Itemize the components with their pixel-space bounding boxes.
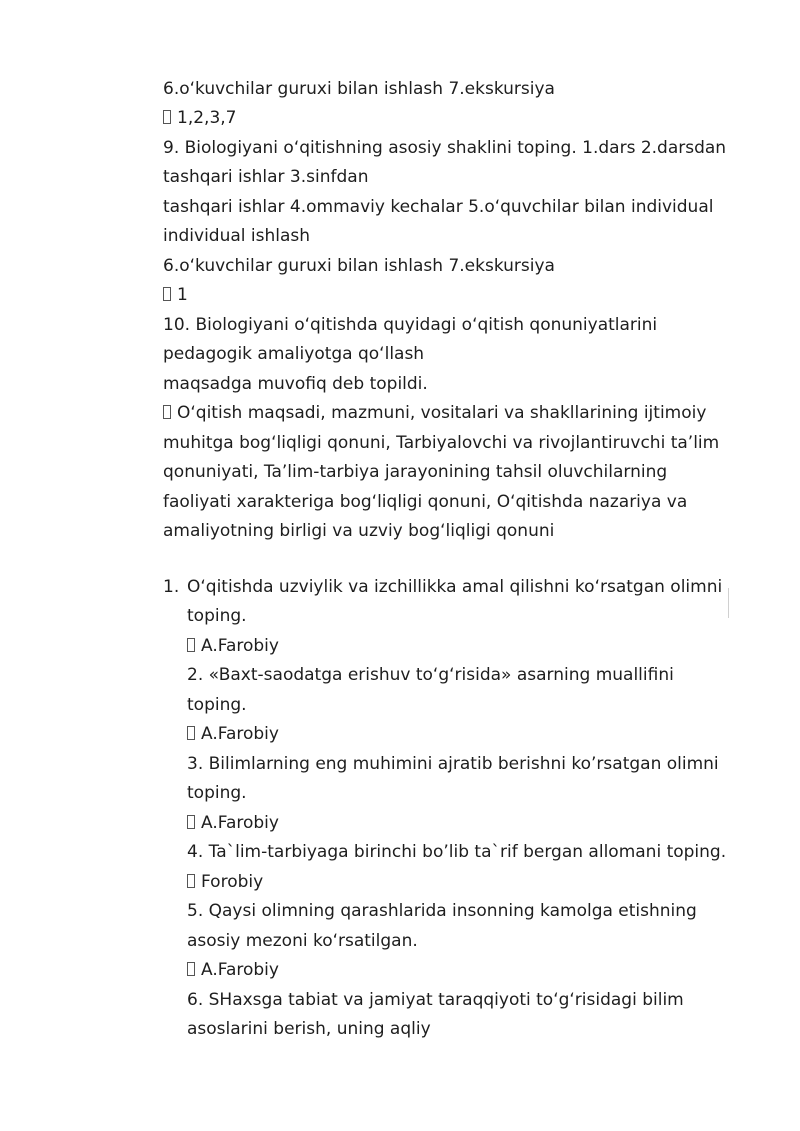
- question-4-line-1: 4. Ta`lim-tarbiyaga birinchi bo’lib ta`rif bergan allomani toping.: [187, 842, 727, 862]
- question-6-line-2: asoslarini berish, uning aqliy: [187, 1019, 431, 1039]
- answer-line: [163, 402, 706, 424]
- answer-text: Forobiy: [201, 872, 264, 892]
- text-cursor: [728, 588, 729, 618]
- question-6-line-1: 6. SHaxsga tabiat va jamiyat taraqqiyoti to‘g‘risidagi bilim: [187, 990, 684, 1010]
- question-10-line-2: pedagogik amaliyotga qo‘llash: [163, 344, 425, 364]
- list-item-1-line-1: O‘qitishda uzviylik va izchillikka amal qilishni ko‘rsatgan olimni: [187, 577, 723, 597]
- question-3-line-1: 3. Bilimlarning eng muhimini ajratib berishni ko’rsatgan olimni: [187, 754, 719, 774]
- missing-glyph-icon: [187, 874, 195, 888]
- question-2-line-1: 2. «Baxt-saodatga erishuv to‘g‘risida» asarning muallifini: [187, 665, 674, 685]
- answer-text: 1,2,3,7: [177, 108, 237, 128]
- answer-text: A.Farobiy: [201, 960, 279, 980]
- list-item-1-line-2: toping.: [187, 606, 247, 626]
- question-9-line-3: tashqari ishlar 4.ommaviy kechalar 5.o‘quvchilar bilan individual: [163, 197, 714, 217]
- text-line: 6.o‘kuvchilar guruxi bilan ishlash 7.ekskursiya: [163, 79, 555, 99]
- answer-line-cont: muhitga bog‘liqligi qonuni, Tarbiyalovchi va rivojlantiruvchi ta’lim: [163, 433, 720, 453]
- answer-text: A.Farobiy: [201, 724, 279, 744]
- answer-line-cont: qonuniyati, Ta’lim-tarbiya jarayonining tahsil oluvchilarning: [163, 462, 668, 482]
- question-3-line-2: toping.: [187, 783, 247, 803]
- answer-text: A.Farobiy: [201, 636, 279, 656]
- missing-glyph-icon: [163, 405, 171, 419]
- answer-line: [187, 871, 263, 893]
- missing-glyph-icon: [187, 962, 195, 976]
- answer-line: [187, 723, 279, 745]
- answer-line: [187, 635, 279, 657]
- answer-line-cont: faoliyati xarakteriga bog‘liqligi qonuni, O‘qitishda nazariya va: [163, 492, 688, 512]
- answer-text: O‘qitish maqsadi, mazmuni, vositalari va shakllarining ijtimoiy: [177, 403, 707, 423]
- answer-text: 1: [177, 285, 188, 305]
- missing-glyph-icon: [187, 726, 195, 740]
- question-10-line-3: maqsadga muvofiq deb topildi.: [163, 374, 428, 394]
- answer-line: [187, 812, 279, 834]
- answer-line: [163, 284, 188, 306]
- question-9-line-4: individual ishlash: [163, 226, 311, 246]
- answer-line: [163, 107, 236, 129]
- answer-line: [187, 959, 279, 981]
- list-marker: 1.: [163, 577, 180, 597]
- missing-glyph-icon: [187, 815, 195, 829]
- missing-glyph-icon: [163, 110, 171, 124]
- question-9-line-2: tashqari ishlar 3.sinfdan: [163, 167, 369, 187]
- question-5-line-2: asosiy mezoni ko‘rsatilgan.: [187, 931, 418, 951]
- question-9-line-1: 9. Biologiyani o‘qitishning asosiy shaklini toping. 1.dars 2.darsdan: [163, 138, 727, 158]
- missing-glyph-icon: [187, 638, 195, 652]
- question-10-line-1: 10. Biologiyani o‘qitishda quyidagi o‘qitish qonuniyatlarini: [163, 315, 658, 335]
- question-2-line-2: toping.: [187, 695, 247, 715]
- question-5-line-1: 5. Qaysi olimning qarashlarida insonning kamolga etishning: [187, 901, 697, 921]
- question-9-line-5: 6.o‘kuvchilar guruxi bilan ishlash 7.ekskursiya: [163, 256, 555, 276]
- answer-line-cont: amaliyotning birligi va uzviy bog‘liqligi qonuni: [163, 521, 555, 541]
- answer-text: A.Farobiy: [201, 813, 279, 833]
- missing-glyph-icon: [163, 287, 171, 301]
